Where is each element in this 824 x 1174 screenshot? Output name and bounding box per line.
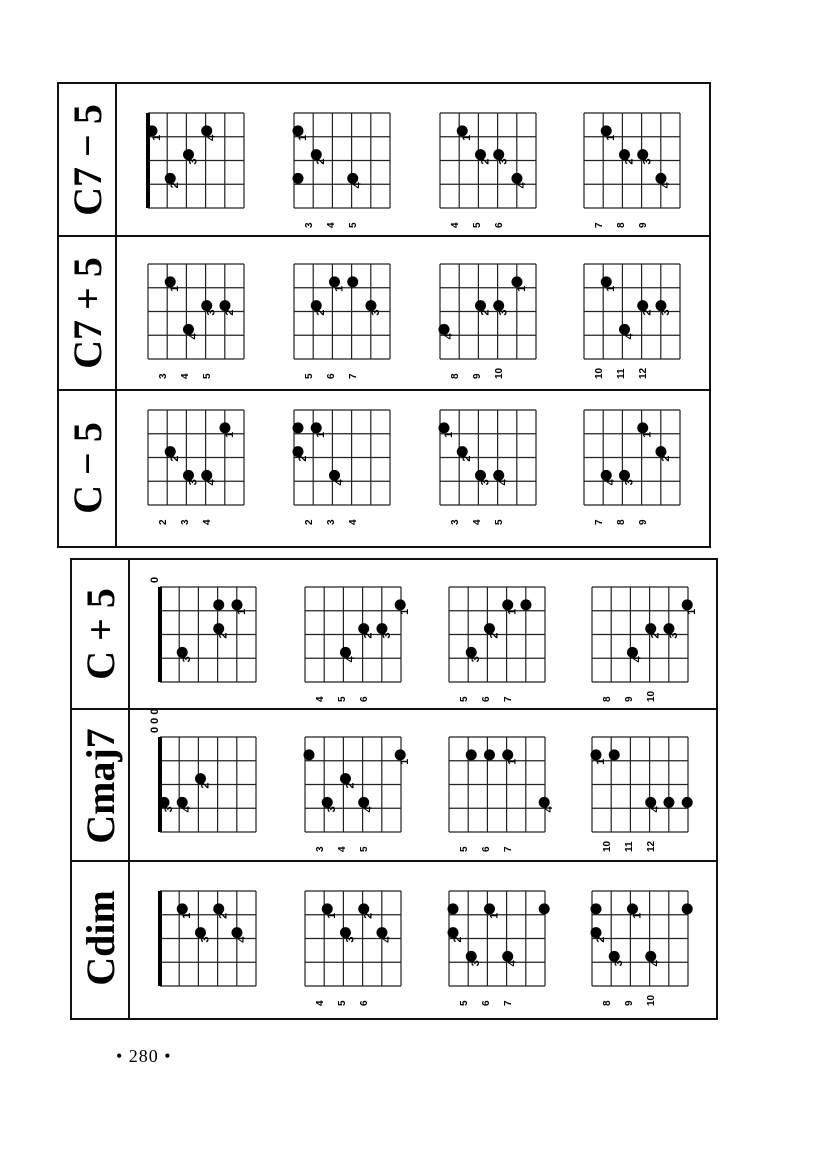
finger-number: 4	[605, 479, 618, 486]
finger-dot	[439, 422, 450, 433]
finger-number: 4	[362, 806, 375, 813]
chord-name: C7 − 5	[65, 104, 110, 216]
fret-number: 7	[503, 696, 514, 702]
fret-number: 5	[459, 696, 470, 702]
finger-number: 2	[362, 912, 375, 919]
finger-dot	[484, 903, 495, 914]
chord-name: C − 5	[65, 422, 110, 514]
fret-number: 6	[326, 373, 337, 379]
finger-number: 4	[235, 936, 248, 943]
finger-dot	[591, 749, 602, 760]
chord-name: C7 + 5	[65, 257, 110, 369]
finger-number: 1	[686, 608, 699, 615]
open-string-marks: 0	[149, 576, 161, 583]
finger-number: 1	[631, 912, 644, 919]
finger-number: 1	[605, 285, 618, 292]
finger-dot	[147, 125, 158, 136]
finger-dot	[637, 149, 648, 160]
finger-number: 4	[380, 936, 393, 943]
finger-number: 3	[187, 158, 200, 165]
finger-dot	[637, 300, 648, 311]
finger-dot	[347, 276, 358, 287]
finger-dot	[502, 749, 513, 760]
fret-number: 4	[326, 222, 337, 228]
finger-dot	[395, 749, 406, 760]
finger-number: 1	[151, 134, 163, 141]
finger-dot	[655, 446, 666, 457]
fret-number: 9	[624, 1000, 635, 1006]
finger-number: 2	[649, 632, 662, 639]
fret-number: 2	[304, 519, 315, 525]
finger-dot	[663, 797, 674, 808]
finger-number: 2	[362, 632, 375, 639]
finger-dot	[627, 903, 638, 914]
finger-number: 2	[623, 158, 636, 165]
finger-dot	[520, 599, 531, 610]
finger-dot	[502, 951, 513, 962]
finger-dot	[466, 647, 477, 658]
finger-number: 3	[623, 479, 636, 486]
finger-dot	[439, 324, 450, 335]
finger-dot	[213, 599, 224, 610]
finger-dot	[293, 173, 304, 184]
finger-dot	[304, 749, 315, 760]
finger-number: 4	[631, 656, 644, 663]
finger-number: 4	[351, 182, 364, 189]
finger-dot	[448, 903, 459, 914]
finger-number: 2	[452, 936, 464, 943]
finger-dot	[609, 951, 620, 962]
chord-name: Cmaj7	[78, 728, 123, 844]
finger-number: 1	[605, 134, 618, 141]
finger-number: 1	[595, 758, 607, 765]
finger-dot	[511, 173, 522, 184]
finger-dot	[177, 797, 188, 808]
finger-dot	[655, 173, 666, 184]
fret-number: 10	[494, 367, 505, 379]
finger-number: 1	[506, 758, 519, 765]
finger-dot	[475, 149, 486, 160]
finger-number: 4	[649, 960, 662, 967]
fret-number: 7	[503, 846, 514, 852]
finger-number: 2	[297, 455, 309, 462]
finger-number: 1	[235, 608, 248, 615]
finger-number: 1	[515, 285, 528, 292]
finger-number: 1	[315, 431, 328, 438]
finger-dot	[601, 125, 612, 136]
finger-dot	[231, 927, 242, 938]
finger-dot	[159, 797, 170, 808]
finger-number: 1	[223, 431, 236, 438]
finger-number: 2	[595, 936, 607, 943]
finger-dot	[293, 446, 304, 457]
finger-number: 2	[641, 309, 654, 316]
finger-number: 2	[169, 455, 182, 462]
finger-dot	[183, 149, 194, 160]
finger-dot	[457, 446, 468, 457]
finger-dot	[619, 324, 630, 335]
finger-dot	[619, 470, 630, 481]
fret-number: 4	[315, 1000, 326, 1006]
finger-number: 2	[344, 782, 357, 789]
finger-dot	[502, 599, 513, 610]
finger-number: 2	[659, 455, 672, 462]
finger-number: 1	[443, 431, 455, 438]
finger-number: 3	[205, 309, 218, 316]
finger-number: 2	[488, 632, 501, 639]
finger-dot	[322, 903, 333, 914]
finger-dot	[511, 276, 522, 287]
finger-dot	[201, 300, 212, 311]
finger-dot	[682, 797, 693, 808]
fret-number: 3	[304, 222, 315, 228]
finger-number: 4	[205, 134, 218, 141]
fret-number: 5	[304, 373, 315, 379]
finger-dot	[655, 300, 666, 311]
finger-dot	[591, 927, 602, 938]
finger-number: 2	[479, 309, 492, 316]
fret-number: 10	[646, 994, 657, 1006]
fret-number: 5	[472, 222, 483, 228]
finger-dot	[645, 951, 656, 962]
finger-dot	[311, 300, 322, 311]
finger-dot	[183, 324, 194, 335]
finger-dot	[195, 773, 206, 784]
finger-dot	[682, 903, 693, 914]
fret-number: 4	[337, 846, 348, 852]
finger-number: 2	[217, 912, 230, 919]
fret-number: 3	[450, 519, 461, 525]
fret-number: 8	[602, 1000, 613, 1006]
fret-number: 9	[638, 519, 649, 525]
finger-dot	[484, 749, 495, 760]
fret-number: 9	[638, 222, 649, 228]
finger-dot	[311, 149, 322, 160]
fret-number: 3	[315, 846, 326, 852]
fret-number: 5	[459, 1000, 470, 1006]
finger-number: 4	[623, 333, 636, 340]
fret-number: 10	[594, 367, 605, 379]
finger-dot	[358, 903, 369, 914]
fret-number: 6	[481, 846, 492, 852]
finger-number: 3	[369, 309, 382, 316]
finger-dot	[340, 773, 351, 784]
fret-number: 12	[638, 367, 649, 379]
finger-dot	[395, 599, 406, 610]
finger-number: 2	[315, 309, 328, 316]
finger-dot	[627, 647, 638, 658]
finger-number: 4	[187, 333, 200, 340]
finger-number: 1	[461, 134, 474, 141]
fret-number: 11	[624, 841, 635, 852]
finger-dot	[466, 951, 477, 962]
finger-number: 2	[479, 158, 492, 165]
finger-dot	[219, 300, 230, 311]
finger-dot	[601, 276, 612, 287]
fret-number: 12	[646, 840, 657, 852]
finger-number: 3	[181, 656, 194, 663]
finger-dot	[165, 173, 176, 184]
finger-number: 2	[169, 182, 182, 189]
fret-number: 4	[348, 519, 359, 525]
finger-number: 3	[497, 309, 510, 316]
finger-dot	[322, 797, 333, 808]
finger-dot	[376, 927, 387, 938]
finger-dot	[663, 623, 674, 634]
finger-dot	[457, 125, 468, 136]
fret-number: 8	[616, 222, 627, 228]
finger-number: 3	[613, 960, 626, 967]
finger-number: 4	[344, 656, 357, 663]
finger-dot	[213, 623, 224, 634]
finger-dot	[231, 599, 242, 610]
fret-number: 6	[359, 1000, 370, 1006]
finger-number: 1	[333, 285, 346, 292]
finger-dot	[340, 927, 351, 938]
finger-number: 4	[543, 806, 556, 813]
finger-dot	[365, 300, 376, 311]
fret-number: 4	[450, 222, 461, 228]
finger-number: 3	[380, 632, 393, 639]
finger-dot	[340, 647, 351, 658]
finger-dot	[293, 125, 304, 136]
finger-dot	[165, 446, 176, 457]
fret-number: 4	[472, 519, 483, 525]
finger-number: 4	[333, 479, 346, 486]
finger-number: 4	[205, 479, 218, 486]
finger-dot	[329, 470, 340, 481]
fret-number: 4	[202, 519, 213, 525]
fret-number: 4	[315, 696, 326, 702]
chord-name: C + 5	[78, 588, 123, 680]
finger-number: 3	[497, 158, 510, 165]
fret-number: 9	[624, 696, 635, 702]
fret-number: 3	[180, 519, 191, 525]
finger-dot	[358, 623, 369, 634]
finger-dot	[645, 797, 656, 808]
fret-number: 6	[494, 222, 505, 228]
finger-dot	[539, 797, 550, 808]
finger-dot	[637, 422, 648, 433]
finger-number: 2	[217, 632, 230, 639]
finger-number: 2	[315, 158, 328, 165]
finger-number: 1	[399, 608, 412, 615]
fret-number: 7	[594, 519, 605, 525]
fret-number: 6	[481, 1000, 492, 1006]
finger-number: 4	[649, 806, 662, 813]
fret-number: 10	[602, 840, 613, 852]
finger-dot	[293, 422, 304, 433]
finger-dot	[219, 422, 230, 433]
finger-number: 1	[326, 912, 339, 919]
finger-number: 2	[461, 455, 474, 462]
finger-dot	[329, 276, 340, 287]
fret-number: 8	[602, 696, 613, 702]
finger-number: 1	[181, 912, 194, 919]
fret-number: 3	[326, 519, 337, 525]
finger-number: 3	[470, 656, 483, 663]
finger-dot	[619, 149, 630, 160]
chord-name: Cdim	[78, 890, 123, 986]
finger-number: 4	[181, 806, 194, 813]
finger-number: 3	[641, 158, 654, 165]
finger-dot	[539, 903, 550, 914]
finger-dot	[183, 470, 194, 481]
finger-number: 4	[515, 182, 528, 189]
finger-number: 1	[506, 608, 519, 615]
finger-dot	[347, 173, 358, 184]
fret-number: 6	[359, 696, 370, 702]
finger-number: 4	[659, 182, 672, 189]
finger-number: 3	[659, 309, 672, 316]
finger-number: 3	[199, 936, 212, 943]
fret-number: 7	[594, 222, 605, 228]
finger-number: 4	[506, 960, 519, 967]
fret-number: 6	[481, 696, 492, 702]
fret-number: 5	[459, 846, 470, 852]
fret-number: 10	[646, 690, 657, 702]
finger-dot	[601, 470, 612, 481]
fret-number: 5	[202, 373, 213, 379]
fret-number: 7	[503, 1000, 514, 1006]
finger-number: 1	[399, 758, 412, 765]
finger-dot	[177, 903, 188, 914]
fret-number: 5	[337, 696, 348, 702]
finger-dot	[376, 623, 387, 634]
fret-number: 5	[359, 846, 370, 852]
finger-number: 3	[163, 806, 175, 813]
finger-number: 3	[667, 632, 680, 639]
fret-number: 2	[158, 519, 169, 525]
finger-dot	[177, 647, 188, 658]
fret-number: 5	[348, 222, 359, 228]
fret-number: 5	[494, 519, 505, 525]
finger-number: 3	[344, 936, 357, 943]
finger-number: 1	[641, 431, 654, 438]
finger-dot	[484, 623, 495, 634]
fret-number: 9	[472, 373, 483, 379]
finger-number: 2	[199, 782, 212, 789]
finger-dot	[645, 623, 656, 634]
finger-number: 4	[497, 479, 510, 486]
finger-number: 1	[488, 912, 501, 919]
finger-dot	[682, 599, 693, 610]
finger-dot	[475, 300, 486, 311]
finger-dot	[201, 125, 212, 136]
finger-number: 4	[443, 333, 455, 340]
fret-number: 8	[450, 373, 461, 379]
fret-number: 5	[337, 1000, 348, 1006]
finger-dot	[609, 749, 620, 760]
finger-number: 1	[297, 134, 309, 141]
finger-number: 2	[223, 309, 236, 316]
page-number: • 280 •	[116, 1046, 172, 1066]
finger-dot	[213, 903, 224, 914]
finger-number: 1	[169, 285, 182, 292]
fret-number: 11	[616, 368, 627, 379]
finger-dot	[311, 422, 322, 433]
finger-dot	[591, 903, 602, 914]
finger-number: 3	[326, 806, 339, 813]
finger-dot	[466, 749, 477, 760]
finger-dot	[448, 927, 459, 938]
finger-number: 3	[479, 479, 492, 486]
open-string-marks: 0 0 0	[149, 708, 161, 733]
finger-dot	[358, 797, 369, 808]
finger-number: 3	[187, 479, 200, 486]
fret-number: 3	[158, 373, 169, 379]
finger-number: 3	[470, 960, 483, 967]
finger-dot	[201, 470, 212, 481]
finger-dot	[195, 927, 206, 938]
fret-number: 4	[180, 373, 191, 379]
fret-number: 7	[348, 373, 359, 379]
fret-number: 8	[616, 519, 627, 525]
finger-dot	[165, 276, 176, 287]
finger-dot	[475, 470, 486, 481]
